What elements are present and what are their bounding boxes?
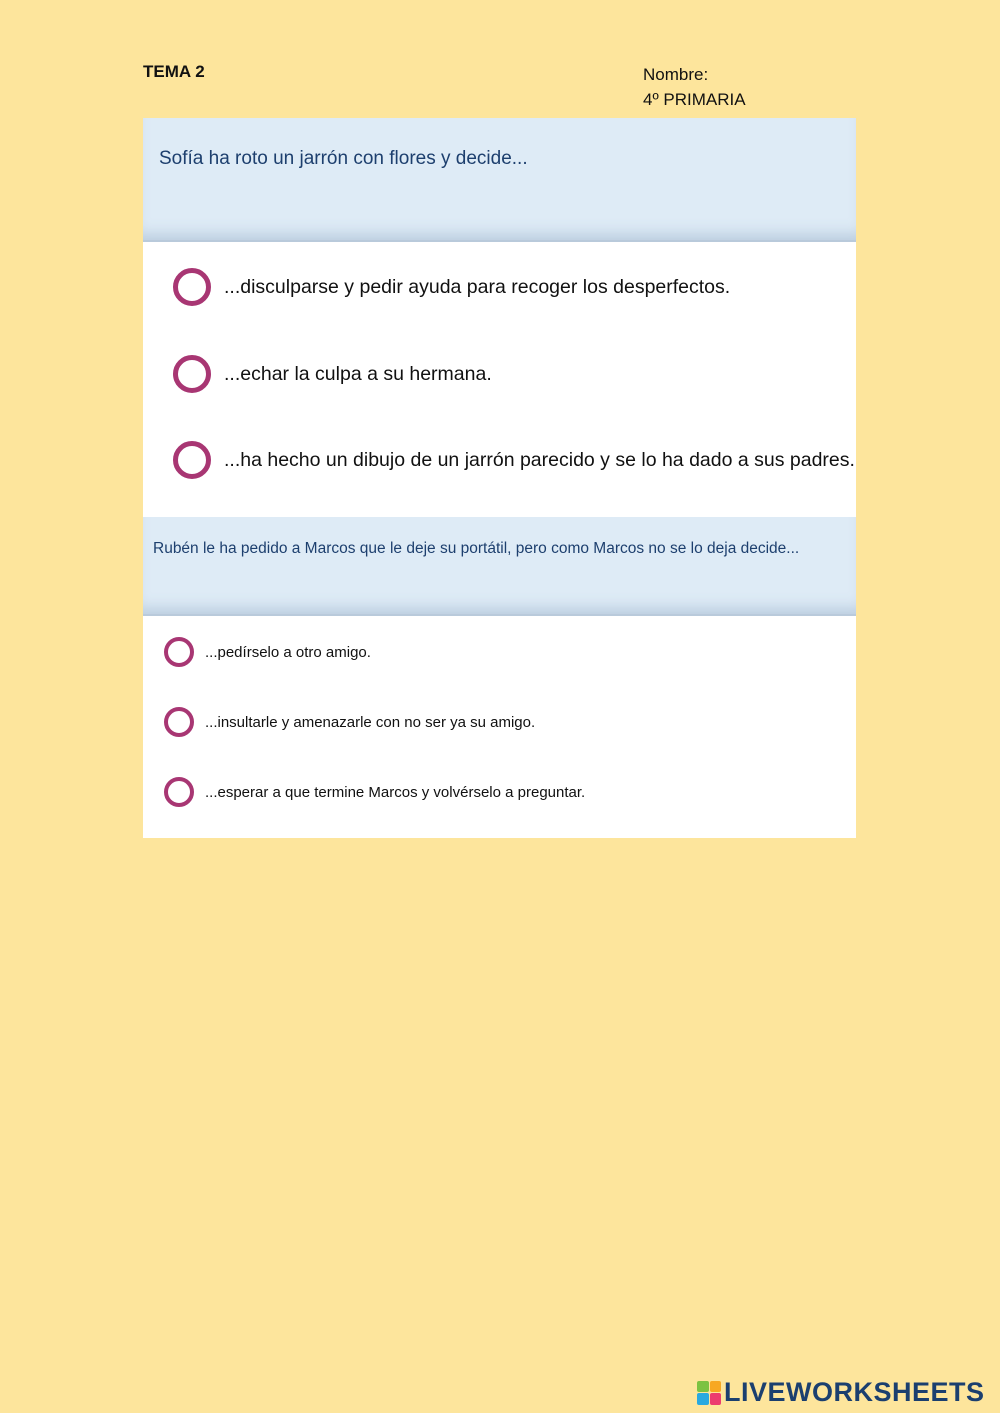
question-2-option-3[interactable]	[164, 777, 585, 807]
logo-tile	[710, 1393, 722, 1405]
option-label: ...pedírselo a otro amigo.	[205, 643, 371, 661]
logo-tile	[697, 1393, 709, 1405]
option-label: ...insultarle y amenazarle con no ser ya su amigo.	[205, 713, 536, 731]
question-1-prompt: Sofía ha roto un jarrón con flores y decide...	[159, 148, 528, 169]
question-1-option-1[interactable]	[173, 268, 730, 306]
question-2-header	[143, 517, 856, 616]
radio-button-icon[interactable]	[173, 441, 211, 479]
radio-button-icon[interactable]	[164, 707, 194, 737]
logo-tile	[697, 1381, 709, 1393]
question-1-option-3[interactable]	[173, 441, 855, 479]
option-label: ...esperar a que termine Marcos y volvérselo a preguntar.	[205, 783, 586, 801]
question-1-options	[143, 242, 856, 517]
question-1-header	[143, 118, 856, 242]
name-label: Nombre:	[643, 65, 709, 84]
radio-button-icon[interactable]	[164, 777, 194, 807]
logo-tile	[710, 1381, 722, 1393]
question-2-options	[143, 616, 856, 837]
question-2-option-2[interactable]	[164, 707, 535, 737]
radio-button-icon[interactable]	[164, 637, 194, 667]
quiz-card	[143, 118, 856, 838]
question-2-prompt: Rubén le ha pedido a Marcos que le deje su portátil, pero como Marcos no se lo deja decide...	[153, 540, 800, 557]
radio-button-icon[interactable]	[173, 355, 211, 393]
liveworksheets-logo	[697, 1377, 985, 1408]
radio-button-icon[interactable]	[173, 268, 211, 306]
topic-label: TEMA 2	[143, 62, 205, 81]
option-label: ...echar la culpa a su hermana.	[224, 362, 492, 385]
option-label: ...disculparse y pedir ayuda para recoger los desperfectos.	[224, 275, 731, 298]
student-info	[643, 62, 746, 112]
option-label: ...ha hecho un dibujo de un jarrón parecido y se lo ha dado a sus padres.	[224, 448, 855, 471]
question-1-option-2[interactable]	[173, 355, 492, 393]
grade-label: 4º PRIMARIA	[643, 90, 746, 109]
question-2-option-1[interactable]	[164, 637, 371, 667]
brand-name: LIVEWORKSHEETS	[724, 1377, 985, 1407]
liveworksheets-logo-icon	[697, 1381, 721, 1405]
